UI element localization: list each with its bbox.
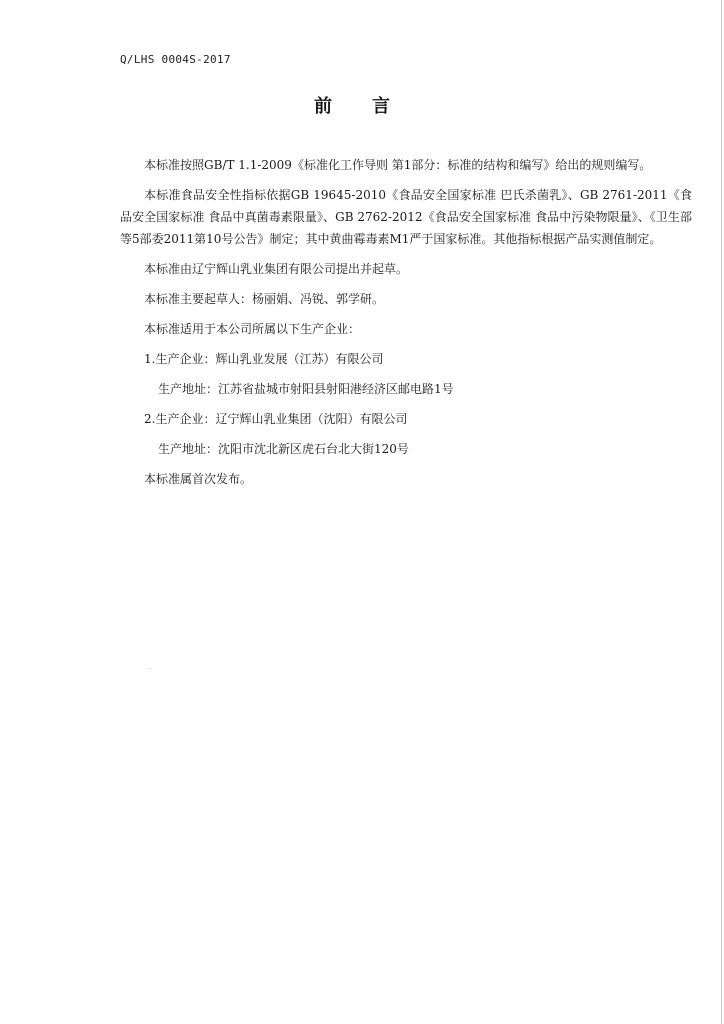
enterprise-address-2: 生产地址：沈阳市沈北新区虎石台北大街120号 <box>158 442 409 456</box>
page-title: 前言 <box>314 96 430 117</box>
page-edge-line <box>721 0 722 1024</box>
enterprise-item-1: 1.生产企业：辉山乳业发展（江苏）有限公司 <box>144 352 384 366</box>
enterprise-item-2: 2.生产企业：辽宁辉山乳业集团（沈阳）有限公司 <box>144 412 408 426</box>
paragraph-first-release: 本标准属首次发布。 <box>144 472 253 486</box>
scan-artifact <box>147 668 153 673</box>
paragraph-scope: 本标准适用于本公司所属以下生产企业： <box>144 322 361 336</box>
foreword-body <box>120 154 692 498</box>
paragraph-drafting-rules: 本标准按照GB/T 1.1-2009《标准化工作导则 第1部分：标准的结构和编写》给出的规则编写。 <box>144 158 652 172</box>
paragraph-safety-basis: 本标准食品安全性指标依据GB 19645-2010《食品安全国家标准 巴氏杀菌乳》、GB 2761-2011《食品安全国家标准 食品中真菌毒素限量》、GB 2762-2012《食品安全国家标准 食品中污染物限量》、《卫生部等5部委2011第10号公告》制定；其中黄曲霉毒素M1严于国家标准。其他指标根据产品实测值制定。 <box>120 188 692 246</box>
paragraph-drafters: 本标准主要起草人：杨丽娟、冯锐、郭学研。 <box>144 292 385 306</box>
enterprise-address-1: 生产地址：江苏省盐城市射阳县射阳港经济区邮电路1号 <box>158 382 454 396</box>
document-code: Q/LHS 0004S-2017 <box>120 53 231 66</box>
paragraph-proposer: 本标准由辽宁辉山乳业集团有限公司提出并起草。 <box>144 262 409 276</box>
